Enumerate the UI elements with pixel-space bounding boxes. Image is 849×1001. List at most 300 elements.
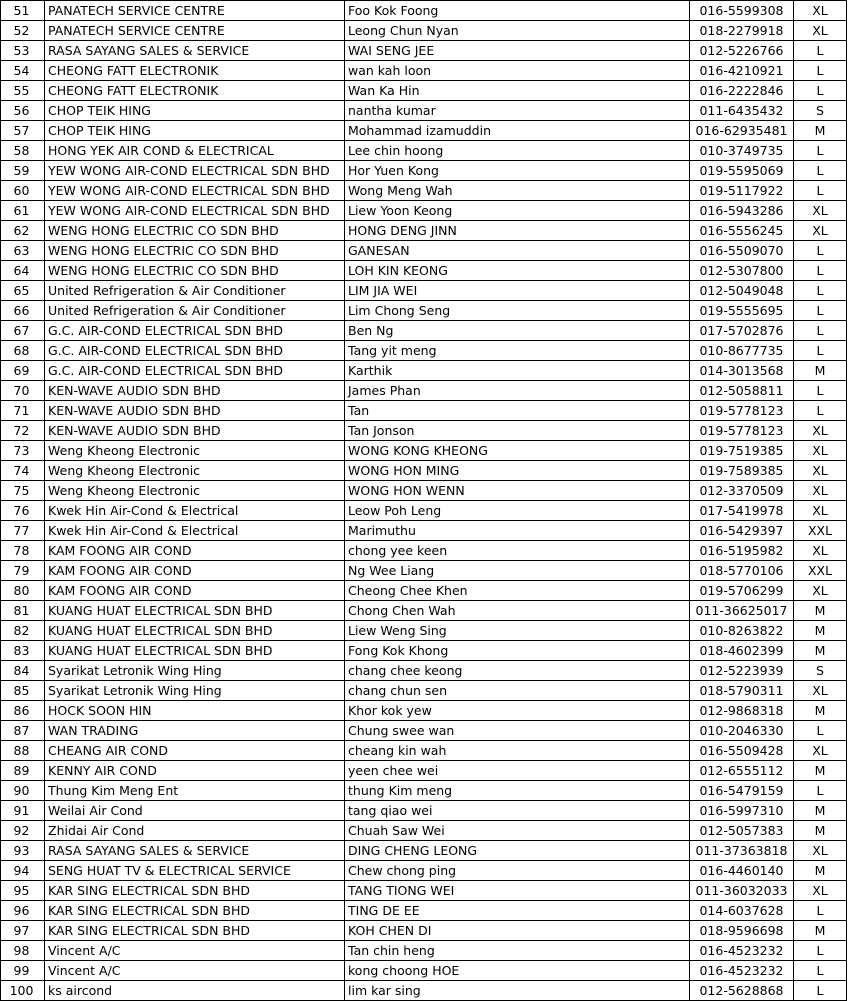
row-number-cell[interactable]: 96 xyxy=(1,901,45,921)
table-row xyxy=(1,501,847,521)
contact-name-cell[interactable]: Foo Kok Foong xyxy=(345,1,690,21)
phone-cell[interactable]: 016-5943286 xyxy=(690,201,794,221)
contact-name-cell[interactable]: Hor Yuen Kong xyxy=(345,161,690,181)
table-row xyxy=(1,661,847,681)
table-row xyxy=(1,561,847,581)
table-row xyxy=(1,741,847,761)
size-cell[interactable]: S xyxy=(794,661,847,681)
row-number-cell[interactable]: 52 xyxy=(1,21,45,41)
phone-cell[interactable]: 012-5057383 xyxy=(690,821,794,841)
row-number-cell[interactable]: 93 xyxy=(1,841,45,861)
phone-cell[interactable]: 011-37363818 xyxy=(690,841,794,861)
phone-cell[interactable]: 018-2279918 xyxy=(690,21,794,41)
company-cell[interactable]: RASA SAYANG SALES & SERVICE xyxy=(45,41,345,61)
size-cell[interactable]: XXL xyxy=(794,521,847,541)
company-cell[interactable]: PANATECH SERVICE CENTRE xyxy=(45,1,345,21)
table-row xyxy=(1,521,847,541)
contact-name-cell[interactable]: TANG TIONG WEI xyxy=(345,881,690,901)
phone-cell[interactable]: 017-5419978 xyxy=(690,501,794,521)
phone-cell[interactable]: 018-5790311 xyxy=(690,681,794,701)
phone-cell[interactable]: 012-5058811 xyxy=(690,381,794,401)
row-number-cell[interactable]: 58 xyxy=(1,141,45,161)
row-number-cell[interactable]: 92 xyxy=(1,821,45,841)
phone-cell[interactable]: 019-5778123 xyxy=(690,421,794,441)
contact-name-cell[interactable]: cheang kin wah xyxy=(345,741,690,761)
table-row xyxy=(1,421,847,441)
phone-cell[interactable]: 019-5117922 xyxy=(690,181,794,201)
contact-name-cell[interactable]: WONG HON WENN xyxy=(345,481,690,501)
phone-cell[interactable]: 016-4210921 xyxy=(690,61,794,81)
row-number-cell[interactable]: 75 xyxy=(1,481,45,501)
company-cell[interactable]: Weng Kheong Electronic xyxy=(45,461,345,481)
phone-cell[interactable]: 012-5307800 xyxy=(690,261,794,281)
table-row xyxy=(1,601,847,621)
phone-cell[interactable]: 011-36625017 xyxy=(690,601,794,621)
phone-cell[interactable]: 019-5778123 xyxy=(690,401,794,421)
row-number-cell[interactable]: 73 xyxy=(1,441,45,461)
table-row xyxy=(1,721,847,741)
row-number-cell[interactable]: 78 xyxy=(1,541,45,561)
contact-name-cell[interactable]: nantha kumar xyxy=(345,101,690,121)
size-cell[interactable]: XL xyxy=(794,421,847,441)
table-row xyxy=(1,921,847,941)
phone-cell[interactable]: 019-5706299 xyxy=(690,581,794,601)
phone-cell[interactable]: 016-5997310 xyxy=(690,801,794,821)
company-cell[interactable]: G.C. AIR-COND ELECTRICAL SDN BHD xyxy=(45,341,345,361)
company-cell[interactable]: Vincent A/C xyxy=(45,961,345,981)
phone-cell[interactable]: 010-3749735 xyxy=(690,141,794,161)
contact-name-cell[interactable]: Chung swee wan xyxy=(345,721,690,741)
phone-cell[interactable]: 019-7589385 xyxy=(690,461,794,481)
contact-name-cell[interactable]: yeen chee wei xyxy=(345,761,690,781)
contact-name-cell[interactable]: tang qiao wei xyxy=(345,801,690,821)
contact-name-cell[interactable]: Lee chin hoong xyxy=(345,141,690,161)
company-cell[interactable]: United Refrigeration & Air Conditioner xyxy=(45,281,345,301)
size-cell[interactable]: XL xyxy=(794,841,847,861)
contact-name-cell[interactable]: Liew Weng Sing xyxy=(345,621,690,641)
phone-cell[interactable]: 012-5628868 xyxy=(690,981,794,1001)
row-number-cell[interactable]: 53 xyxy=(1,41,45,61)
contact-name-cell[interactable]: chang chun sen xyxy=(345,681,690,701)
size-cell[interactable]: M xyxy=(794,701,847,721)
row-number-cell[interactable]: 64 xyxy=(1,261,45,281)
contact-name-cell[interactable]: kong choong HOE xyxy=(345,961,690,981)
size-cell[interactable]: M xyxy=(794,621,847,641)
contact-name-cell[interactable]: James Phan xyxy=(345,381,690,401)
table-row xyxy=(1,941,847,961)
company-cell[interactable]: United Refrigeration & Air Conditioner xyxy=(45,301,345,321)
size-cell[interactable]: L xyxy=(794,181,847,201)
phone-cell[interactable]: 016-62935481 xyxy=(690,121,794,141)
table-row xyxy=(1,861,847,881)
row-number-cell[interactable]: 62 xyxy=(1,221,45,241)
row-number-cell[interactable]: 84 xyxy=(1,661,45,681)
size-cell[interactable]: M xyxy=(794,361,847,381)
size-cell[interactable]: M xyxy=(794,861,847,881)
contact-name-cell[interactable]: DING CHENG LEONG xyxy=(345,841,690,861)
table-row xyxy=(1,321,847,341)
company-cell[interactable]: CHEONG FATT ELECTRONIK xyxy=(45,81,345,101)
table-row xyxy=(1,161,847,181)
table-row xyxy=(1,61,847,81)
size-cell[interactable]: M xyxy=(794,801,847,821)
contact-name-cell[interactable]: WONG KONG KHEONG xyxy=(345,441,690,461)
table-row xyxy=(1,621,847,641)
row-number-cell[interactable]: 100 xyxy=(1,981,45,1001)
phone-cell[interactable]: 019-7519385 xyxy=(690,441,794,461)
phone-cell[interactable]: 011-6435432 xyxy=(690,101,794,121)
row-number-cell[interactable]: 51 xyxy=(1,1,45,21)
phone-cell[interactable]: 016-5195982 xyxy=(690,541,794,561)
company-cell[interactable]: CHEANG AIR COND xyxy=(45,741,345,761)
company-cell[interactable]: ks aircond xyxy=(45,981,345,1001)
size-cell[interactable]: M xyxy=(794,121,847,141)
size-cell[interactable]: XL xyxy=(794,881,847,901)
contact-name-cell[interactable]: WAI SENG JEE xyxy=(345,41,690,61)
size-cell[interactable]: XL xyxy=(794,201,847,221)
table-row xyxy=(1,21,847,41)
size-cell[interactable]: XXL xyxy=(794,561,847,581)
company-cell[interactable]: KAM FOONG AIR COND xyxy=(45,541,345,561)
row-number-cell[interactable]: 72 xyxy=(1,421,45,441)
table-row xyxy=(1,461,847,481)
contact-name-cell[interactable]: lim kar sing xyxy=(345,981,690,1001)
table-row xyxy=(1,881,847,901)
contact-name-cell[interactable]: Wong Meng Wah xyxy=(345,181,690,201)
row-number-cell[interactable]: 69 xyxy=(1,361,45,381)
company-cell[interactable]: RASA SAYANG SALES & SERVICE xyxy=(45,841,345,861)
row-number-cell[interactable]: 63 xyxy=(1,241,45,261)
size-cell[interactable]: L xyxy=(794,341,847,361)
table-row xyxy=(1,401,847,421)
company-cell[interactable]: Thung Kim Meng Ent xyxy=(45,781,345,801)
size-cell[interactable]: XL xyxy=(794,441,847,461)
size-cell[interactable]: L xyxy=(794,781,847,801)
contact-name-cell[interactable]: Karthik xyxy=(345,361,690,381)
table-row xyxy=(1,181,847,201)
contact-name-cell[interactable]: Lim Chong Seng xyxy=(345,301,690,321)
company-cell[interactable]: WENG HONG ELECTRIC CO SDN BHD xyxy=(45,241,345,261)
company-cell[interactable]: CHOP TEIK HING xyxy=(45,101,345,121)
size-cell[interactable]: L xyxy=(794,901,847,921)
table-row xyxy=(1,681,847,701)
row-number-cell[interactable]: 56 xyxy=(1,101,45,121)
contact-name-cell[interactable]: wan kah loon xyxy=(345,61,690,81)
contact-name-cell[interactable]: Leong Chun Nyan xyxy=(345,21,690,41)
size-cell[interactable]: M xyxy=(794,641,847,661)
contact-name-cell[interactable]: HONG DENG JINN xyxy=(345,221,690,241)
company-cell[interactable]: KAM FOONG AIR COND xyxy=(45,581,345,601)
table-row xyxy=(1,121,847,141)
contact-name-cell[interactable]: LIM JIA WEI xyxy=(345,281,690,301)
table-row xyxy=(1,441,847,461)
company-cell[interactable]: HOCK SOON HIN xyxy=(45,701,345,721)
contact-name-cell[interactable]: Wan Ka Hin xyxy=(345,81,690,101)
table-row xyxy=(1,901,847,921)
size-cell[interactable]: S xyxy=(794,101,847,121)
contact-name-cell[interactable]: LOH KIN KEONG xyxy=(345,261,690,281)
table-row xyxy=(1,81,847,101)
table-row xyxy=(1,261,847,281)
size-cell[interactable]: L xyxy=(794,281,847,301)
table-row xyxy=(1,701,847,721)
contact-name-cell[interactable]: Ng Wee Liang xyxy=(345,561,690,581)
table-row xyxy=(1,1,847,21)
phone-cell[interactable]: 012-5223939 xyxy=(690,661,794,681)
contact-name-cell[interactable]: Chong Chen Wah xyxy=(345,601,690,621)
row-number-cell[interactable]: 98 xyxy=(1,941,45,961)
phone-cell[interactable]: 018-5770106 xyxy=(690,561,794,581)
contact-name-cell[interactable]: Ben Ng xyxy=(345,321,690,341)
phone-cell[interactable]: 012-9868318 xyxy=(690,701,794,721)
company-cell[interactable]: Syarikat Letronik Wing Hing xyxy=(45,681,345,701)
row-number-cell[interactable]: 65 xyxy=(1,281,45,301)
contact-name-cell[interactable]: Chew chong ping xyxy=(345,861,690,881)
phone-cell[interactable]: 019-5555695 xyxy=(690,301,794,321)
company-cell[interactable]: YEW WONG AIR-COND ELECTRICAL SDN BHD xyxy=(45,201,345,221)
company-cell[interactable]: G.C. AIR-COND ELECTRICAL SDN BHD xyxy=(45,361,345,381)
row-number-cell[interactable]: 54 xyxy=(1,61,45,81)
table-row xyxy=(1,281,847,301)
table-row xyxy=(1,361,847,381)
size-cell[interactable]: L xyxy=(794,381,847,401)
phone-cell[interactable]: 016-5556245 xyxy=(690,221,794,241)
phone-cell[interactable]: 010-8677735 xyxy=(690,341,794,361)
size-cell[interactable]: XL xyxy=(794,21,847,41)
company-cell[interactable]: G.C. AIR-COND ELECTRICAL SDN BHD xyxy=(45,321,345,341)
contact-name-cell[interactable]: Tan chin heng xyxy=(345,941,690,961)
row-number-cell[interactable]: 81 xyxy=(1,601,45,621)
phone-cell[interactable]: 012-5226766 xyxy=(690,41,794,61)
contact-name-cell[interactable]: chong yee keen xyxy=(345,541,690,561)
phone-cell[interactable]: 016-4523232 xyxy=(690,961,794,981)
phone-cell[interactable]: 010-2046330 xyxy=(690,721,794,741)
table-row xyxy=(1,581,847,601)
size-cell[interactable]: L xyxy=(794,401,847,421)
company-cell[interactable]: Weilai Air Cond xyxy=(45,801,345,821)
table-body xyxy=(1,1,847,1001)
phone-cell[interactable]: 012-3370509 xyxy=(690,481,794,501)
table-row xyxy=(1,961,847,981)
contact-name-cell[interactable]: TING DE EE xyxy=(345,901,690,921)
row-number-cell[interactable]: 86 xyxy=(1,701,45,721)
row-number-cell[interactable]: 70 xyxy=(1,381,45,401)
size-cell[interactable]: XL xyxy=(794,221,847,241)
size-cell[interactable]: L xyxy=(794,721,847,741)
size-cell[interactable]: L xyxy=(794,941,847,961)
company-cell[interactable]: KEN-WAVE AUDIO SDN BHD xyxy=(45,381,345,401)
phone-cell[interactable]: 014-6037628 xyxy=(690,901,794,921)
company-cell[interactable]: KAM FOONG AIR COND xyxy=(45,561,345,581)
size-cell[interactable]: L xyxy=(794,141,847,161)
phone-cell[interactable]: 016-4460140 xyxy=(690,861,794,881)
company-cell[interactable]: KUANG HUAT ELECTRICAL SDN BHD xyxy=(45,601,345,621)
row-number-cell[interactable]: 74 xyxy=(1,461,45,481)
company-cell[interactable]: CHOP TEIK HING xyxy=(45,121,345,141)
company-cell[interactable]: WAN TRADING xyxy=(45,721,345,741)
table-row xyxy=(1,41,847,61)
row-number-cell[interactable]: 80 xyxy=(1,581,45,601)
table-row xyxy=(1,481,847,501)
phone-cell[interactable]: 017-5702876 xyxy=(690,321,794,341)
row-number-cell[interactable]: 67 xyxy=(1,321,45,341)
row-number-cell[interactable]: 76 xyxy=(1,501,45,521)
company-cell[interactable]: YEW WONG AIR-COND ELECTRICAL SDN BHD xyxy=(45,161,345,181)
company-cell[interactable]: Vincent A/C xyxy=(45,941,345,961)
company-cell[interactable]: KUANG HUAT ELECTRICAL SDN BHD xyxy=(45,641,345,661)
size-cell[interactable]: XL xyxy=(794,581,847,601)
table-row xyxy=(1,781,847,801)
company-cell[interactable]: KENNY AIR COND xyxy=(45,761,345,781)
row-number-cell[interactable]: 59 xyxy=(1,161,45,181)
row-number-cell[interactable]: 60 xyxy=(1,181,45,201)
company-cell[interactable]: Weng Kheong Electronic xyxy=(45,481,345,501)
size-cell[interactable]: XL xyxy=(794,501,847,521)
table-row xyxy=(1,201,847,221)
size-cell[interactable]: L xyxy=(794,161,847,181)
company-cell[interactable]: Syarikat Letronik Wing Hing xyxy=(45,661,345,681)
size-cell[interactable]: L xyxy=(794,241,847,261)
size-cell[interactable]: M xyxy=(794,761,847,781)
phone-cell[interactable]: 014-3013568 xyxy=(690,361,794,381)
contact-name-cell[interactable]: Tang yit meng xyxy=(345,341,690,361)
size-cell[interactable]: L xyxy=(794,981,847,1001)
row-number-cell[interactable]: 91 xyxy=(1,801,45,821)
phone-cell[interactable]: 016-2222846 xyxy=(690,81,794,101)
contact-name-cell[interactable]: KOH CHEN DI xyxy=(345,921,690,941)
row-number-cell[interactable]: 99 xyxy=(1,961,45,981)
contact-name-cell[interactable]: Mohammad izamuddin xyxy=(345,121,690,141)
company-cell[interactable]: WENG HONG ELECTRIC CO SDN BHD xyxy=(45,221,345,241)
company-cell[interactable]: KEN-WAVE AUDIO SDN BHD xyxy=(45,421,345,441)
phone-cell[interactable]: 016-5599308 xyxy=(690,1,794,21)
size-cell[interactable]: L xyxy=(794,261,847,281)
company-cell[interactable]: HONG YEK AIR COND & ELECTRICAL xyxy=(45,141,345,161)
table-row xyxy=(1,101,847,121)
row-number-cell[interactable]: 79 xyxy=(1,561,45,581)
size-cell[interactable]: M xyxy=(794,601,847,621)
company-cell[interactable]: Kwek Hin Air-Cond & Electrical xyxy=(45,521,345,541)
table-row xyxy=(1,821,847,841)
table-row xyxy=(1,541,847,561)
row-number-cell[interactable]: 95 xyxy=(1,881,45,901)
size-cell[interactable]: M xyxy=(794,821,847,841)
size-cell[interactable]: L xyxy=(794,61,847,81)
company-cell[interactable]: KAR SING ELECTRICAL SDN BHD xyxy=(45,881,345,901)
phone-cell[interactable]: 012-6555112 xyxy=(690,761,794,781)
contact-name-cell[interactable]: Khor kok yew xyxy=(345,701,690,721)
size-cell[interactable]: L xyxy=(794,41,847,61)
company-cell[interactable]: YEW WONG AIR-COND ELECTRICAL SDN BHD xyxy=(45,181,345,201)
phone-cell[interactable]: 012-5049048 xyxy=(690,281,794,301)
contact-name-cell[interactable]: WONG HON MING xyxy=(345,461,690,481)
company-cell[interactable]: KAR SING ELECTRICAL SDN BHD xyxy=(45,921,345,941)
table-row xyxy=(1,141,847,161)
row-number-cell[interactable]: 94 xyxy=(1,861,45,881)
contact-name-cell[interactable]: Liew Yoon Keong xyxy=(345,201,690,221)
row-number-cell[interactable]: 66 xyxy=(1,301,45,321)
phone-cell[interactable]: 016-5429397 xyxy=(690,521,794,541)
size-cell[interactable]: L xyxy=(794,321,847,341)
contact-name-cell[interactable]: thung Kim meng xyxy=(345,781,690,801)
row-number-cell[interactable]: 57 xyxy=(1,121,45,141)
phone-cell[interactable]: 018-4602399 xyxy=(690,641,794,661)
company-cell[interactable]: WENG HONG ELECTRIC CO SDN BHD xyxy=(45,261,345,281)
row-number-cell[interactable]: 83 xyxy=(1,641,45,661)
table-row xyxy=(1,341,847,361)
size-cell[interactable]: XL xyxy=(794,741,847,761)
row-number-cell[interactable]: 61 xyxy=(1,201,45,221)
phone-cell[interactable]: 016-4523232 xyxy=(690,941,794,961)
row-number-cell[interactable]: 89 xyxy=(1,761,45,781)
company-cell[interactable]: KUANG HUAT ELECTRICAL SDN BHD xyxy=(45,621,345,641)
contact-name-cell[interactable]: GANESAN xyxy=(345,241,690,261)
company-cell[interactable]: Kwek Hin Air-Cond & Electrical xyxy=(45,501,345,521)
row-number-cell[interactable]: 85 xyxy=(1,681,45,701)
phone-cell[interactable]: 018-9596698 xyxy=(690,921,794,941)
row-number-cell[interactable]: 87 xyxy=(1,721,45,741)
company-cell[interactable]: Weng Kheong Electronic xyxy=(45,441,345,461)
size-cell[interactable]: L xyxy=(794,301,847,321)
row-number-cell[interactable]: 55 xyxy=(1,81,45,101)
company-cell[interactable]: SENG HUAT TV & ELECTRICAL SERVICE xyxy=(45,861,345,881)
size-cell[interactable]: M xyxy=(794,921,847,941)
row-number-cell[interactable]: 82 xyxy=(1,621,45,641)
contact-name-cell[interactable]: Fong Kok Khong xyxy=(345,641,690,661)
contact-name-cell[interactable]: Chuah Saw Wei xyxy=(345,821,690,841)
contact-name-cell[interactable]: Tan xyxy=(345,401,690,421)
table-row xyxy=(1,641,847,661)
size-cell[interactable]: L xyxy=(794,81,847,101)
table-row xyxy=(1,241,847,261)
phone-cell[interactable]: 016-5509428 xyxy=(690,741,794,761)
row-number-cell[interactable]: 77 xyxy=(1,521,45,541)
company-cell[interactable]: Zhidai Air Cond xyxy=(45,821,345,841)
size-cell[interactable]: XL xyxy=(794,541,847,561)
company-cell[interactable]: CHEONG FATT ELECTRONIK xyxy=(45,61,345,81)
phone-cell[interactable]: 010-8263822 xyxy=(690,621,794,641)
table-row xyxy=(1,761,847,781)
row-number-cell[interactable]: 88 xyxy=(1,741,45,761)
phone-cell[interactable]: 016-5479159 xyxy=(690,781,794,801)
contact-name-cell[interactable]: Tan Jonson xyxy=(345,421,690,441)
phone-cell[interactable]: 011-36032033 xyxy=(690,881,794,901)
size-cell[interactable]: XL xyxy=(794,481,847,501)
row-number-cell[interactable]: 97 xyxy=(1,921,45,941)
company-cell[interactable]: PANATECH SERVICE CENTRE xyxy=(45,21,345,41)
row-number-cell[interactable]: 71 xyxy=(1,401,45,421)
table-row xyxy=(1,801,847,821)
contact-name-cell[interactable]: Cheong Chee Khen xyxy=(345,581,690,601)
contact-name-cell[interactable]: Leow Poh Leng xyxy=(345,501,690,521)
table-row xyxy=(1,221,847,241)
table-row xyxy=(1,381,847,401)
row-number-cell[interactable]: 90 xyxy=(1,781,45,801)
table-row xyxy=(1,301,847,321)
size-cell[interactable]: XL xyxy=(794,681,847,701)
phone-cell[interactable]: 016-5509070 xyxy=(690,241,794,261)
table-row xyxy=(1,981,847,1001)
row-number-cell[interactable]: 68 xyxy=(1,341,45,361)
size-cell[interactable]: XL xyxy=(794,461,847,481)
phone-cell[interactable]: 019-5595069 xyxy=(690,161,794,181)
contact-name-cell[interactable]: Marimuthu xyxy=(345,521,690,541)
contact-name-cell[interactable]: chang chee keong xyxy=(345,661,690,681)
size-cell[interactable]: XL xyxy=(794,1,847,21)
company-cell[interactable]: KAR SING ELECTRICAL SDN BHD xyxy=(45,901,345,921)
size-cell[interactable]: L xyxy=(794,961,847,981)
company-cell[interactable]: KEN-WAVE AUDIO SDN BHD xyxy=(45,401,345,421)
